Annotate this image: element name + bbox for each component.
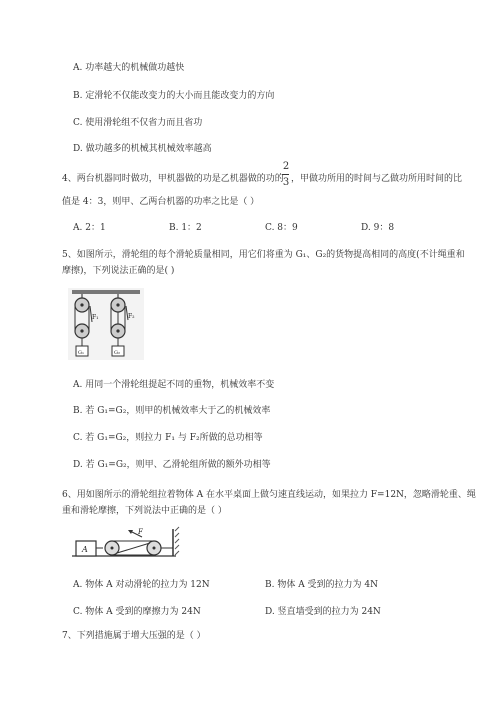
q3-option-a: A. 功率越大的机械做功越快 [73,63,185,73]
q4-stem-part1: 4、两台机器同时做功，甲机器做的功是乙机器做的功的 [62,174,284,184]
q6-option-d: D. 竖直墙受到的拉力为 24N [265,607,381,617]
q4-fraction-denominator: 3 [282,177,290,188]
q5-option-d: D. 若 G₁=G₂，则甲、乙滑轮组所做的额外功相等 [73,460,271,470]
q5-option-b: B. 若 G₁=G₂，则甲的机械效率大于乙的机械效率 [73,406,271,416]
q5-option-a: A. 用同一个滑轮组提起不同的重物，机械效率不变 [73,380,275,390]
q3-option-c: C. 使用滑轮组不仅省力而且省功 [73,118,203,128]
q4-stem-part2: ，甲做功所用的时间与乙做功所用时间的比 [291,174,463,184]
q6-option-a: A. 物体 A 对动滑轮的拉力为 12N [73,580,210,590]
label-a: A [82,545,88,554]
label-f1: F₁ [92,314,99,321]
q3-option-b: B. 定滑轮不仅能改变力的大小而且能改变力的方向 [73,91,275,101]
q4-option-c: C. 8：9 [265,223,298,233]
q4-option-b: B. 1：2 [169,223,202,233]
q5-stem-line2: 摩擦)，下列说法正确的是( ) [62,266,175,276]
q5-option-c: C. 若 G₁=G₂，则拉力 F₁ 与 F₂所做的总功相等 [73,433,263,443]
q4-stem-line2: 值是 4：3，则甲、乙两台机器的功率之比是（ ） [62,197,260,207]
label-g2: G₂ [114,350,120,356]
q6-stem-line2: 重和滑轮摩擦，下列说法中正确的是（ ） [62,506,227,516]
q5-pulley-figure [68,288,144,360]
q5-stem-line1: 5、如图所示，滑轮组的每个滑轮质量相同，用它们将重为 G₁、G₂的货物提高相同的高度(不计绳重和 [62,250,465,260]
q4-option-a: A. 2：1 [73,223,106,233]
label-g1: G₁ [78,350,84,356]
q3-option-d: D. 做功越多的机械其机械效率越高 [73,144,212,154]
q4-fraction-numerator: 2 [282,161,290,172]
q6-pulley-figure [72,525,182,561]
q4-option-d: D. 9：8 [361,223,395,233]
q7-stem: 7、下列措施属于增大压强的是（ ） [62,631,206,641]
label-f: F [138,528,143,536]
q6-stem-line1: 6、用如图所示的滑轮组拉着物体 A 在水平桌面上做匀速直线运动，如果拉力 F=12N，忽略滑轮重、绳 [62,490,476,500]
q4-fraction-bar [282,174,289,175]
label-f2: F₂ [128,313,135,320]
ceiling-beam [72,290,140,294]
q6-option-b: B. 物体 A 受到的拉力为 4N [265,580,379,590]
q6-option-c: C. 物体 A 受到的摩擦力为 24N [73,607,201,617]
